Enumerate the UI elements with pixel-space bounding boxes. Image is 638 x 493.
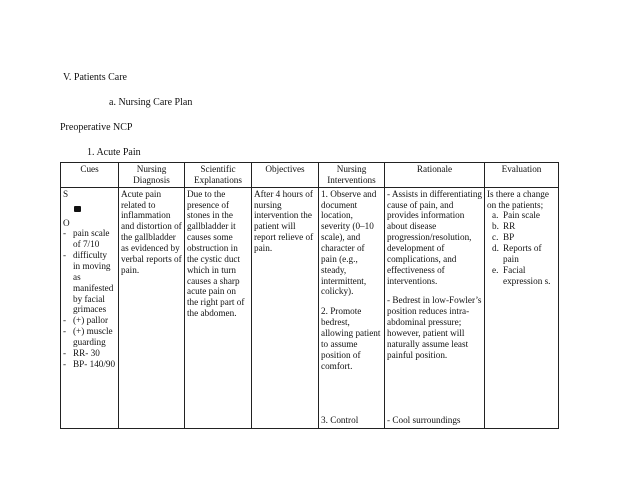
section-heading: V. Patients Care [63, 72, 127, 83]
ncp-title: Preoperative NCP [60, 122, 133, 133]
header-nursing-diagnosis: Nursing Diagnosis [119, 163, 185, 188]
subjective-label: S [63, 188, 69, 199]
rationale-2: - Bedrest in low-Fowler’s position reduces intra-abdominal pressure; however, patient will naturally assume least painful position. [387, 295, 482, 360]
nursing-care-plan-table [60, 162, 559, 429]
intervention-3: 3. Control [321, 414, 359, 425]
header-cues: Cues [61, 163, 119, 188]
list-item: - RR- 30 [63, 347, 100, 358]
objectives-cell: After 4 hours of nursing intervention the patient will report relieve of pain. [252, 187, 319, 428]
rationale-1: - Assists in differentiating cause of pain, and provides information about disease progression/resolution, development of complications, and effectiveness of interventions. [387, 188, 483, 286]
cues-cell [61, 187, 119, 428]
subsection-heading: a. Nursing Care Plan [109, 97, 193, 108]
evaluation-cell [485, 187, 559, 428]
intervention-1: 1. Observe and document location, severity (0–10 scale), and character of pain (e.g., steady, intermittent, colicky). [321, 188, 377, 297]
table-row [61, 187, 559, 428]
header-rationale: Rationale [385, 163, 485, 188]
header-nursing-interventions: Nursing Interventions [319, 163, 385, 188]
list-item: - (+) muscle guarding [63, 326, 113, 348]
list-item: b. RR [492, 221, 516, 232]
rationale-cell [385, 187, 485, 428]
header-evaluation: Evaluation [485, 163, 559, 188]
list-item: e. Facial expression s. [492, 264, 551, 286]
interventions-cell [319, 187, 385, 428]
rationale-3: - Cool surroundings [387, 414, 461, 425]
square-bullet-icon [74, 206, 81, 212]
list-item: - BP- 140/90 [63, 358, 116, 369]
care-plan-item: 1. Acute Pain [87, 147, 141, 158]
list-item: c. BP [492, 232, 515, 243]
intervention-2: 2. Promote bedrest, allowing patient to assume position of comfort. [321, 306, 381, 371]
cues-list [63, 228, 116, 369]
objective-label: O [63, 217, 70, 228]
list-item: - (+) pallor [63, 315, 109, 326]
list-item: d. Reports of pain [492, 243, 542, 264]
list-item: - difficulty in moving as manifested by facial grimaces [63, 250, 114, 315]
header-scientific-explanations: Scientific Explanations [185, 163, 252, 188]
header-objectives: Objectives [252, 163, 319, 188]
scientific-explanation-cell: Due to the presence of stones in the gallbladder it causes some obstruction in the cystic duct which in turn causes a sharp acute pain on the right part of the abdomen. [185, 187, 252, 428]
evaluation-list [487, 210, 556, 286]
diagnosis-cell: Acute pain related to inflammation and distortion of the gallbladder as evidenced by verbal reports of pain. [119, 187, 185, 428]
evaluation-intro: Is there a change on the patients; [487, 188, 549, 210]
table-header-row [61, 163, 559, 188]
list-item: a. Pain scale [492, 210, 540, 221]
list-item: - pain scale of 7/10 [63, 228, 110, 250]
